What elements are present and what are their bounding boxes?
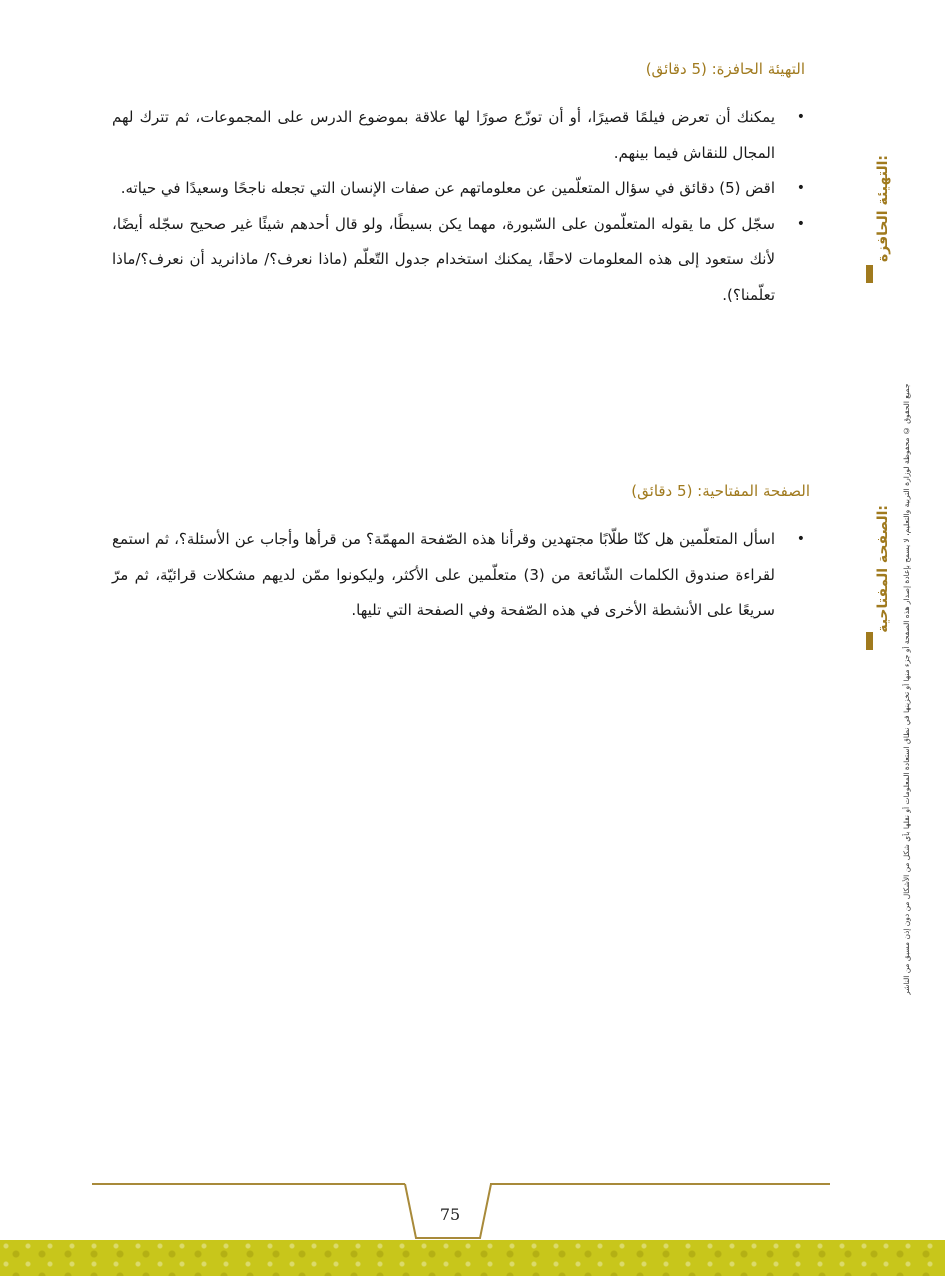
list-item-text: اقض (5) دقائق في سؤال المتعلّمين عن معلوماتهم عن صفات الإنسان التي تجعله ناجحًا وسعيدًا في حياته. (120, 179, 775, 197)
list-item (112, 100, 807, 171)
bullet-icon: • (796, 531, 805, 547)
list-item-text: اسأل المتعلّمين هل كنّا طلّابًا مجتهدين وقرأنا هذه الصّفحة المهمّة؟ من قرأها وأجاب عن الأسئلة؟، ثم استمع لقراءة صندوق الكلمات الشّائعة من (3) متعلّمين على الأكثر، وليكونوا ممّن لديهم مشكلات قرائيّة، ثم مرّ سريعًا على الأنشطة الأخرى في هذه الصّفحة وفي الصفحة التي تليها. (112, 530, 775, 619)
bullet-icon: • (796, 215, 805, 232)
side-marker-key-page (866, 632, 873, 650)
list-item-text: سجّل كل ما يقوله المتعلّمون على السّبورة، مهما يكن بسيطًا، ولو قال أحدهم شيئًا غير صحيح سجّله أيضًا، لأنك ستعود إلى هذه المعلومات لاحقًا، يمكنك استخدام جدول التّعلّم (ماذا نعرف؟/ ماذانريد أن نعرف؟/ماذا تعلّمنا؟). (112, 214, 775, 304)
motivation-bullet-list (112, 100, 807, 313)
section-heading-motivation: التهيئة الحافزة: (5 دقائق) (645, 60, 805, 78)
bullet-icon: • (796, 180, 805, 196)
copyright-notice: جميع الحقوق © محفوظة لوزارة التربية والتعليم، لا يسمح بإعادة إصدار هذه الصفحة أو جزء منها أو تخزينها في نطاق استعادة المعلومات أو نقلها بأي شكل من الأشكال من دون إذن مسبق من الناشر (902, 383, 911, 995)
side-label-key-page: الصفحة المفتاحية: (875, 505, 891, 633)
list-item (112, 207, 807, 314)
footer-rule-left (92, 1183, 405, 1185)
page-number: 75 (439, 1205, 461, 1224)
side-label-motivation: التهيئة الحافزة: (875, 155, 891, 262)
key-page-bullet-list (112, 522, 807, 629)
bullet-icon: • (796, 109, 805, 125)
decorative-pattern-strip (0, 1240, 945, 1276)
side-marker-motivation (866, 265, 873, 283)
footer-rule-right (490, 1183, 830, 1185)
list-item (112, 171, 807, 207)
list-item (112, 522, 807, 629)
list-item-text: يمكنك أن تعرض فيلمًا قصيرًا، أو أن توزّع صورًا لها علاقة بموضوع الدرس على المجموعات، ثم تترك لهم المجال للنقاش فيما بينهم. (112, 108, 775, 162)
section-heading-key-page: الصفحة المفتاحية: (5 دقائق) (631, 482, 810, 500)
